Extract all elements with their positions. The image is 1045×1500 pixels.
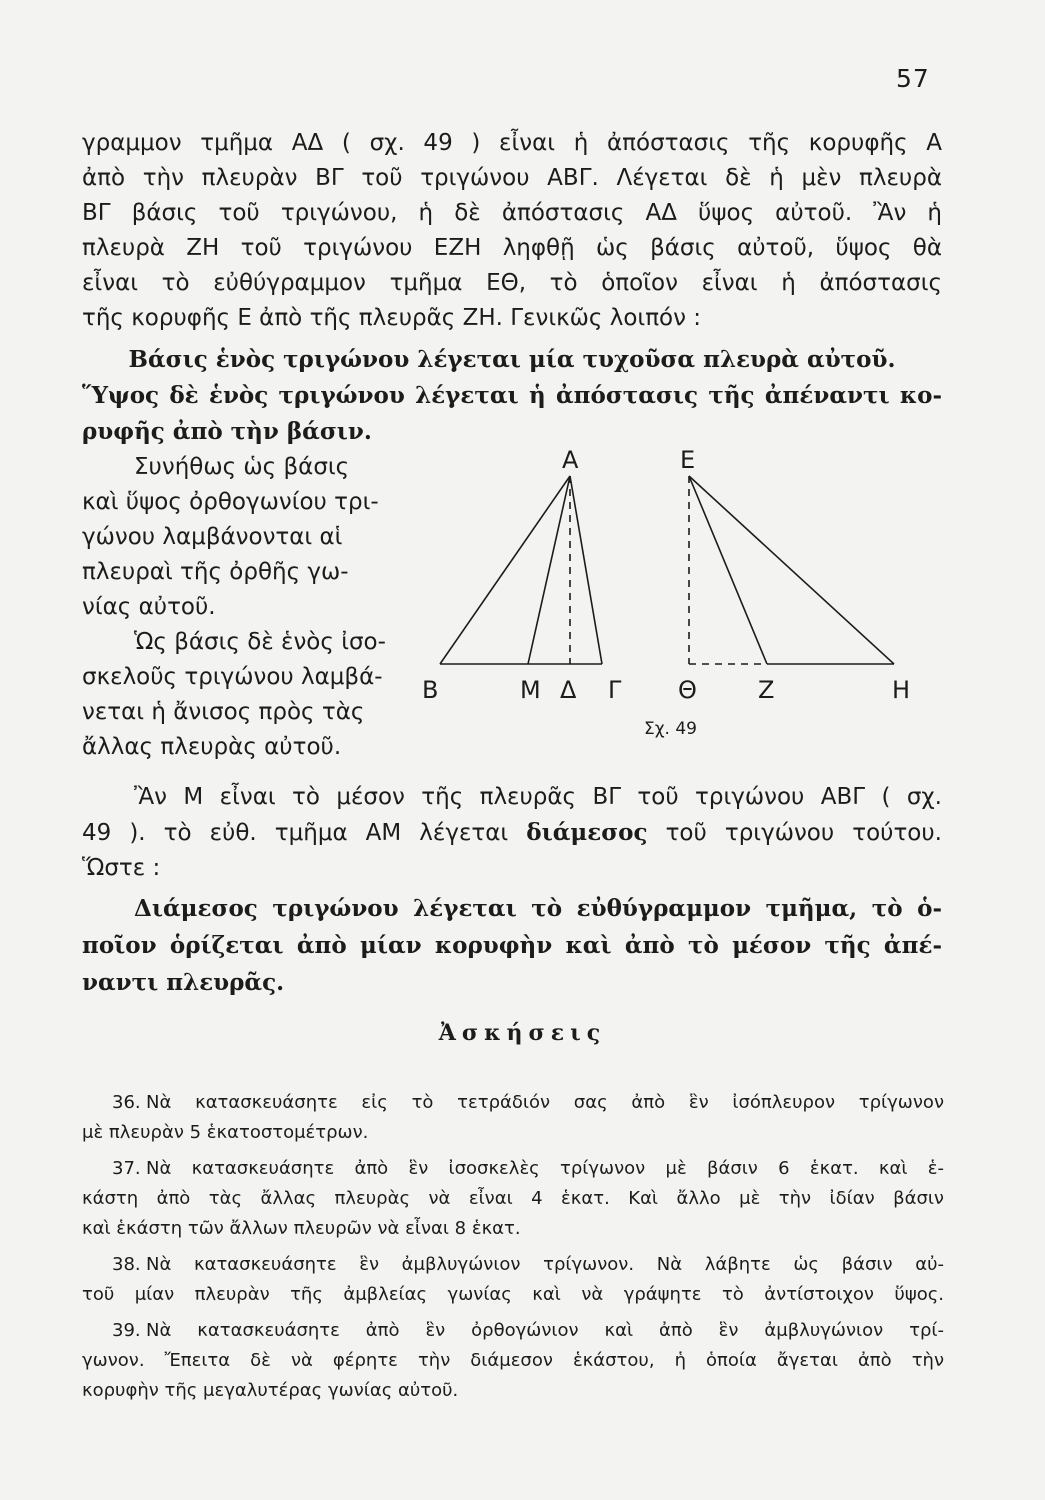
- definition-line: Βάσις ἑνὸς τριγώνου λέγεται μία τυχοῦσα πλευρὰ αὐτοῦ.: [128, 346, 896, 373]
- exercise-line: μὲ πλευρὰν 5 ἑκατοστομέτρων.: [82, 1122, 369, 1143]
- side-AB: [440, 476, 570, 664]
- exercise-line: [82, 1088, 944, 1118]
- side-text-line: σκελοῦς τριγώνου λαμβά-: [82, 664, 383, 690]
- page-number: 57: [896, 64, 930, 93]
- paragraph-text: 49 ). τὸ εὐθ. τμῆμα ΑΜ λέγεται: [82, 820, 527, 846]
- exercise-text: Νὰ κατασκευάσητε ἀπὸ ἓν ἰσοσκελὲς τρίγωνον μὲ βάσιν 6 ἑκατ. καὶ ἑ-: [146, 1158, 944, 1179]
- definition-line: ναντι πλευρᾶς.: [82, 969, 285, 996]
- definition-base-height: [82, 342, 942, 450]
- paragraph-line: ἀπὸ τὴν πλευρὰν ΒΓ τοῦ τριγώνου ΑΒΓ. Λέγεται δὲ ἡ μὲν πλευρὰ: [82, 165, 942, 191]
- side-text-line: νίας αὐτοῦ.: [82, 594, 216, 620]
- side-text-line: νεται ἡ ἄνισος πρὸς τὰς: [82, 699, 365, 725]
- side-text-line: καὶ ὕψος ὀρθογωνίου τρι-: [82, 489, 379, 515]
- exercise-line: κορυφὴν τῆς μεγαλυτέρας γωνίας αὐτοῦ.: [82, 1380, 459, 1401]
- exercise-text: Νὰ κατασκευάσητε ἀπὸ ἓν ὀρθογώνιον καὶ ἀπὸ ἓν ἀμβλυγώνιον τρί-: [146, 1320, 944, 1341]
- definition-line: Διάμεσος τριγώνου λέγεται τὸ εὐθύγραμμον τμῆμα, τὸ ὁ-: [134, 895, 942, 922]
- label-H: Η: [892, 676, 911, 704]
- exercise-line: κάστη ἀπὸ τὰς ἄλλας πλευρὰς νὰ εἶναι 4 ἑκατ. Καὶ ἄλλο μὲ τὴν ἰδίαν βάσιν: [82, 1188, 944, 1209]
- label-TH: Θ: [678, 676, 697, 704]
- side-text-line: γώνου λαμβάνονται αἱ: [82, 524, 343, 550]
- definition-line: ποῖον ὁρίζεται ἀπὸ μίαν κορυφὴν καὶ ἀπὸ τὸ μέσον τῆς ἀπέ-: [82, 932, 942, 959]
- exercise-38: [82, 1250, 944, 1310]
- label-Z: Ζ: [758, 676, 775, 704]
- paragraph-line: Ὥστε :: [82, 855, 161, 881]
- exercise-text: Νὰ κατασκευάσητε ἓν ἀμβλυγώνιον τρίγωνον. Νὰ λάβητε ὡς βάσιν αὐ-: [146, 1254, 944, 1275]
- exercise-37: [82, 1154, 944, 1244]
- exercise-line: [82, 1154, 944, 1184]
- side-EZ: [689, 476, 767, 664]
- label-G: Γ: [608, 676, 622, 704]
- paragraph-line: ΒΓ βάσις τοῦ τριγώνου, ἡ δὲ ἀπόστασις ΑΔ ὕψος αὐτοῦ. Ἂν ἡ: [82, 200, 942, 226]
- exercise-line: [82, 1316, 944, 1346]
- exercise-line: τοῦ μίαν πλευρὰν τῆς ἀμβλείας γωνίας καὶ νὰ γράψητε τὸ ἀντίστοιχον ὕψος.: [82, 1284, 944, 1305]
- side-EH: [689, 476, 894, 664]
- median-AM: [528, 476, 570, 664]
- paragraph-line: τῆς κορυφῆς Ε ἀπὸ τῆς πλευρᾶς ΖΗ. Γενικῶς λοιπόν :: [82, 305, 702, 331]
- intro-paragraph: [82, 126, 942, 336]
- median-paragraph: [82, 780, 942, 886]
- side-text-line: Συνήθως ὡς βάσις: [134, 454, 350, 480]
- label-M: Μ: [520, 676, 541, 704]
- exercise-number: 37.: [112, 1158, 141, 1179]
- exercise-line: [82, 1250, 944, 1280]
- exercises-heading: Ἀσκήσεις: [438, 1020, 607, 1046]
- paragraph-line: εἶναι τὸ εὐθύγραμμον τμῆμα ΕΘ, τὸ ὁποῖον εἶναι ἡ ἀπόστασις: [82, 270, 942, 296]
- exercise-line: καὶ ἑκάστη τῶν ἄλλων πλευρῶν νὰ εἶναι 8 ἑκατ.: [82, 1218, 521, 1239]
- exercise-number: 38.: [112, 1254, 141, 1275]
- paragraph-text: τοῦ τριγώνου τούτου.: [647, 820, 942, 846]
- side-AG: [570, 476, 602, 664]
- exercise-39: [82, 1316, 944, 1406]
- definition-median: [82, 890, 942, 1001]
- paragraph-line: Ἂν Μ εἶναι τὸ μέσον τῆς πλευρᾶς ΒΓ τοῦ τριγώνου ΑΒΓ ( σχ.: [134, 784, 942, 810]
- exercise-number: 36.: [112, 1092, 141, 1113]
- label-D: Δ: [560, 676, 577, 704]
- paragraph-line: γραμμον τμῆμα ΑΔ ( σχ. 49 ) εἶναι ἡ ἀπόστασις τῆς κορυφῆς Α: [82, 130, 942, 156]
- figure-caption: Σχ. 49: [644, 719, 698, 739]
- side-text-line: Ὡς βάσις δὲ ἑνὸς ἰσο-: [134, 629, 386, 655]
- figure-49: [412, 436, 932, 756]
- definition-line: ρυφῆς ἀπὸ τὴν βάσιν.: [82, 418, 372, 445]
- exercise-36: [82, 1088, 944, 1148]
- label-E: Ε: [680, 446, 696, 474]
- exercise-number: 39.: [112, 1320, 141, 1341]
- term-median: διάμεσος: [526, 819, 648, 846]
- label-A: Α: [562, 446, 579, 474]
- definition-line: Ὕψος δὲ ἑνὸς τριγώνου λέγεται ἡ ἀπόστασις τῆς ἀπέναντι κο-: [82, 382, 942, 409]
- exercise-line: γωνον. Ἔπειτα δὲ νὰ φέρητε τὴν διάμεσον ἑκάστου, ἡ ὁποία ἄγεται ἀπὸ τὴν: [82, 1350, 944, 1371]
- side-text: [82, 450, 412, 765]
- side-text-line: πλευραὶ τῆς ὀρθῆς γω-: [82, 559, 349, 585]
- label-B: Β: [422, 676, 439, 704]
- paragraph-line: [82, 815, 942, 851]
- paragraph-line: πλευρὰ ΖΗ τοῦ τριγώνου ΕΖΗ ληφθῇ ὡς βάσις αὐτοῦ, ὕψος θὰ: [82, 235, 942, 261]
- exercise-text: Νὰ κατασκευάσητε εἰς τὸ τετράδιόν σας ἀπὸ ἓν ἰσόπλευρον τρίγωνον: [146, 1092, 944, 1113]
- side-text-line: ἄλλας πλευρὰς αὐτοῦ.: [82, 734, 342, 760]
